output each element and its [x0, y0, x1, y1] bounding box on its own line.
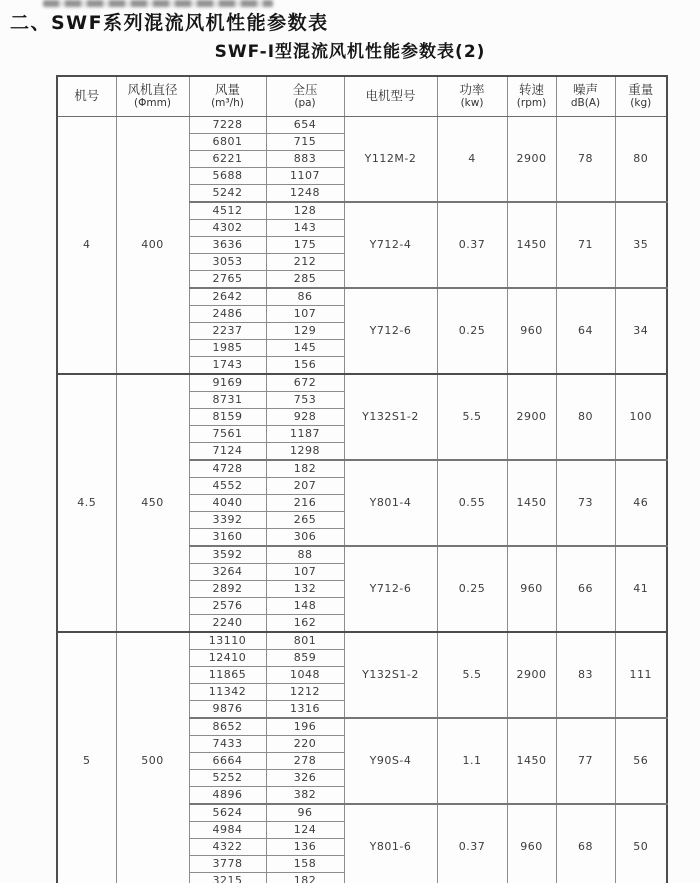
weight-cell: 50 — [615, 804, 667, 883]
header-weight — [615, 76, 667, 116]
pressure-cell: 175 — [266, 236, 344, 253]
fan-spec-table — [56, 75, 668, 883]
pressure-cell: 1107 — [266, 167, 344, 184]
power-cell: 1.1 — [437, 718, 507, 804]
flow-cell: 1985 — [189, 339, 266, 356]
power-cell: 0.55 — [437, 460, 507, 546]
flow-cell: 4896 — [189, 786, 266, 804]
flow-cell: 1743 — [189, 356, 266, 374]
speed-cell: 1450 — [507, 460, 556, 546]
motor-cell: Y132S1-2 — [344, 374, 437, 460]
weight-cell: 100 — [615, 374, 667, 460]
pressure-cell: 182 — [266, 872, 344, 883]
flow-cell: 3264 — [189, 563, 266, 580]
pressure-cell: 1048 — [266, 666, 344, 683]
header-speed-label: 转速 — [518, 82, 544, 98]
pressure-cell: 278 — [266, 752, 344, 769]
flow-cell: 6664 — [189, 752, 266, 769]
header-flow-label: 风量 — [214, 82, 240, 98]
flow-cell: 11342 — [189, 683, 266, 700]
header-flow — [189, 76, 266, 116]
pressure-cell: 196 — [266, 718, 344, 736]
flow-cell: 4728 — [189, 460, 266, 478]
power-cell: 0.37 — [437, 804, 507, 883]
table-title: SWF-I型混流风机性能参数表(2) — [214, 42, 486, 62]
pressure-cell: 207 — [266, 477, 344, 494]
flow-cell: 2237 — [189, 322, 266, 339]
diameter-cell: 450 — [116, 374, 189, 632]
flow-cell: 3636 — [189, 236, 266, 253]
pressure-cell: 88 — [266, 546, 344, 564]
pressure-cell: 285 — [266, 270, 344, 288]
noise-cell: 68 — [556, 804, 615, 883]
flow-cell: 13110 — [189, 632, 266, 650]
flow-cell: 4040 — [189, 494, 266, 511]
flow-cell: 6801 — [189, 133, 266, 150]
flow-cell: 6221 — [189, 150, 266, 167]
header-diameter-unit: (Φmm) — [134, 97, 171, 110]
flow-cell: 2240 — [189, 614, 266, 632]
pressure-cell: 220 — [266, 735, 344, 752]
pressure-cell: 1298 — [266, 442, 344, 460]
weight-cell: 34 — [615, 288, 667, 374]
power-cell: 5.5 — [437, 632, 507, 718]
header-fan-no — [57, 76, 116, 116]
header-noise-unit: dB(A) — [570, 97, 601, 110]
document-title: 二、SWF系列混流风机性能参数表 — [10, 12, 329, 34]
header-noise — [556, 76, 615, 116]
flow-cell: 3053 — [189, 253, 266, 270]
speed-cell: 1450 — [507, 718, 556, 804]
motor-cell: Y112M-2 — [344, 116, 437, 202]
pressure-cell: 156 — [266, 356, 344, 374]
pressure-cell: 129 — [266, 322, 344, 339]
flow-cell: 2486 — [189, 305, 266, 322]
pressure-cell: 136 — [266, 838, 344, 855]
diameter-cell: 400 — [116, 116, 189, 374]
flow-cell: 2642 — [189, 288, 266, 306]
flow-cell: 8159 — [189, 408, 266, 425]
header-weight-unit: (kg) — [630, 97, 652, 110]
pressure-cell: 132 — [266, 580, 344, 597]
pressure-cell: 145 — [266, 339, 344, 356]
flow-cell: 5688 — [189, 167, 266, 184]
pressure-cell: 143 — [266, 219, 344, 236]
pressure-cell: 928 — [266, 408, 344, 425]
pressure-cell: 216 — [266, 494, 344, 511]
flow-cell: 5252 — [189, 769, 266, 786]
noise-cell: 78 — [556, 116, 615, 202]
speed-cell: 960 — [507, 804, 556, 883]
noise-cell: 77 — [556, 718, 615, 804]
pressure-cell: 715 — [266, 133, 344, 150]
flow-cell: 2892 — [189, 580, 266, 597]
header-power-unit: (kw) — [460, 97, 484, 110]
pressure-cell: 162 — [266, 614, 344, 632]
header-speed — [507, 76, 556, 116]
flow-cell: 7561 — [189, 425, 266, 442]
pressure-cell: 212 — [266, 253, 344, 270]
model-no-cell: 4 — [57, 116, 116, 374]
pressure-cell: 182 — [266, 460, 344, 478]
flow-cell: 3778 — [189, 855, 266, 872]
pressure-cell: 801 — [266, 632, 344, 650]
noise-cell: 71 — [556, 202, 615, 288]
flow-cell: 3392 — [189, 511, 266, 528]
pressure-cell: 306 — [266, 528, 344, 546]
fan-table-body — [57, 116, 667, 883]
weight-cell: 111 — [615, 632, 667, 718]
pressure-cell: 96 — [266, 804, 344, 822]
pressure-cell: 124 — [266, 821, 344, 838]
pressure-cell: 1248 — [266, 184, 344, 202]
speed-cell: 960 — [507, 288, 556, 374]
pressure-cell: 654 — [266, 116, 344, 133]
flow-cell: 2765 — [189, 270, 266, 288]
pressure-cell: 672 — [266, 374, 344, 392]
pressure-cell: 1316 — [266, 700, 344, 718]
pressure-cell: 883 — [266, 150, 344, 167]
header-noise-label: 噪声 — [572, 82, 598, 98]
pressure-cell: 128 — [266, 202, 344, 220]
flow-cell: 4984 — [189, 821, 266, 838]
weight-cell: 46 — [615, 460, 667, 546]
header-pressure-unit: (pa) — [294, 97, 316, 110]
motor-cell: Y801-6 — [344, 804, 437, 883]
flow-cell: 4302 — [189, 219, 266, 236]
speed-cell: 1450 — [507, 202, 556, 288]
header-motor-model-label: 电机型号 — [365, 88, 416, 104]
motor-cell: Y132S1-2 — [344, 632, 437, 718]
flow-cell: 4552 — [189, 477, 266, 494]
pressure-cell: 107 — [266, 305, 344, 322]
pressure-cell: 86 — [266, 288, 344, 306]
flow-cell: 4512 — [189, 202, 266, 220]
pressure-cell: 382 — [266, 786, 344, 804]
pressure-cell: 859 — [266, 649, 344, 666]
power-cell: 0.37 — [437, 202, 507, 288]
noise-cell: 80 — [556, 374, 615, 460]
speed-cell: 2900 — [507, 374, 556, 460]
weight-cell: 41 — [615, 546, 667, 632]
cropped-text-remnant — [43, 0, 273, 7]
speed-cell: 2900 — [507, 632, 556, 718]
model-no-cell: 4.5 — [57, 374, 116, 632]
pressure-cell: 1212 — [266, 683, 344, 700]
power-cell: 0.25 — [437, 288, 507, 374]
header-power-label: 功率 — [459, 82, 485, 98]
flow-cell: 3592 — [189, 546, 266, 564]
flow-cell: 9169 — [189, 374, 266, 392]
speed-cell: 960 — [507, 546, 556, 632]
power-cell: 0.25 — [437, 546, 507, 632]
header-row — [57, 76, 667, 116]
pressure-cell: 753 — [266, 391, 344, 408]
header-fan-no-label: 机号 — [74, 88, 100, 104]
header-motor-model — [344, 76, 437, 116]
header-weight-label: 重量 — [628, 82, 654, 98]
header-flow-unit: (m³/h) — [211, 97, 244, 110]
pressure-cell: 107 — [266, 563, 344, 580]
motor-cell: Y712-4 — [344, 202, 437, 288]
flow-cell: 7124 — [189, 442, 266, 460]
header-pressure-label: 全压 — [292, 82, 318, 98]
flow-cell: 7433 — [189, 735, 266, 752]
table-row — [57, 116, 667, 133]
power-cell: 5.5 — [437, 374, 507, 460]
flow-cell: 5242 — [189, 184, 266, 202]
header-speed-unit: (rpm) — [516, 97, 547, 110]
weight-cell: 35 — [615, 202, 667, 288]
flow-cell: 9876 — [189, 700, 266, 718]
speed-cell: 2900 — [507, 116, 556, 202]
header-pressure — [266, 76, 344, 116]
weight-cell: 80 — [615, 116, 667, 202]
header-diameter — [116, 76, 189, 116]
flow-cell: 3160 — [189, 528, 266, 546]
header-diameter-label: 风机直径 — [127, 82, 178, 98]
flow-cell: 5624 — [189, 804, 266, 822]
flow-cell: 8652 — [189, 718, 266, 736]
noise-cell: 64 — [556, 288, 615, 374]
flow-cell: 8731 — [189, 391, 266, 408]
weight-cell: 56 — [615, 718, 667, 804]
table-row — [57, 374, 667, 392]
pressure-cell: 148 — [266, 597, 344, 614]
noise-cell: 73 — [556, 460, 615, 546]
flow-cell: 4322 — [189, 838, 266, 855]
diameter-cell: 500 — [116, 632, 189, 883]
motor-cell: Y712-6 — [344, 288, 437, 374]
header-power — [437, 76, 507, 116]
pressure-cell: 158 — [266, 855, 344, 872]
power-cell: 4 — [437, 116, 507, 202]
flow-cell: 3215 — [189, 872, 266, 883]
flow-cell: 11865 — [189, 666, 266, 683]
pressure-cell: 1187 — [266, 425, 344, 442]
motor-cell: Y90S-4 — [344, 718, 437, 804]
pressure-cell: 326 — [266, 769, 344, 786]
noise-cell: 66 — [556, 546, 615, 632]
flow-cell: 12410 — [189, 649, 266, 666]
model-no-cell: 5 — [57, 632, 116, 883]
table-row — [57, 632, 667, 650]
noise-cell: 83 — [556, 632, 615, 718]
flow-cell: 7228 — [189, 116, 266, 133]
motor-cell: Y712-6 — [344, 546, 437, 632]
pressure-cell: 265 — [266, 511, 344, 528]
flow-cell: 2576 — [189, 597, 266, 614]
motor-cell: Y801-4 — [344, 460, 437, 546]
